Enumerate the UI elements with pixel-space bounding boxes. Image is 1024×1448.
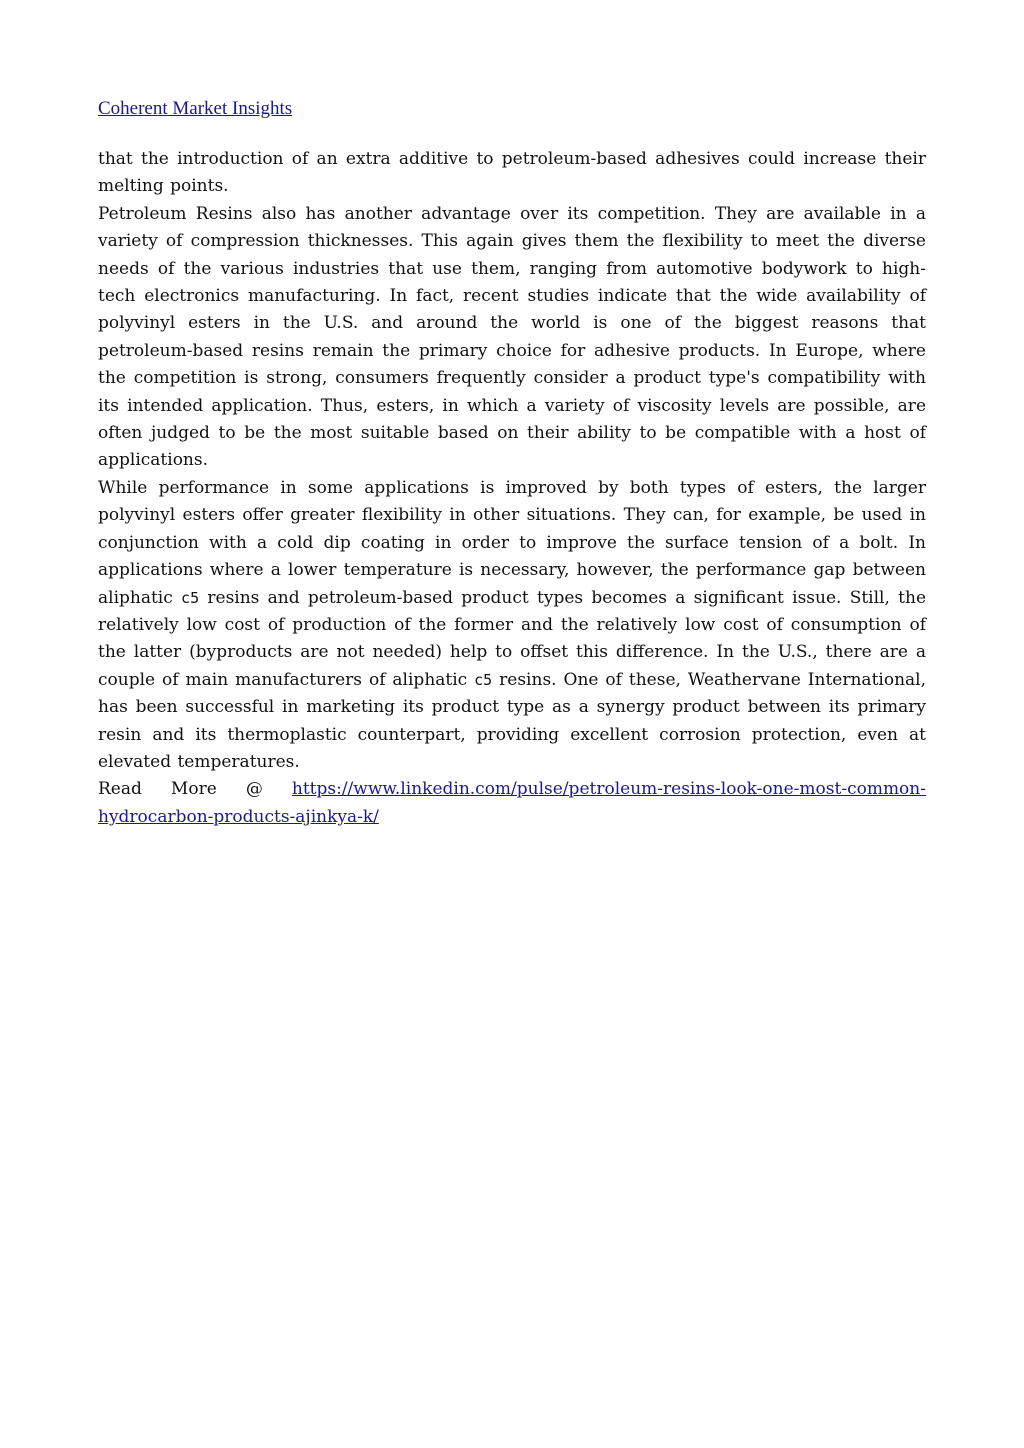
read-more-label: Read More @	[98, 779, 292, 800]
paragraph-1: that the introduction of an extra additive to petroleum-based adhesives could increase their melting points.	[98, 149, 926, 197]
read-more-line	[98, 776, 926, 831]
paragraph-3-part-c: resins. One of these, Weathervane International, has been successful in marketing its product type as a synergy product between its primary resin and its thermoplastic counterpart, providing excellent corrosion protection, even at elevated temperatures.	[98, 669, 926, 772]
paragraph-3-part-b: resins and petroleum-based product types becomes a significant issue. Still, the relatively low cost of production of the former and the relatively low cost of consumption of the latter (byproducts are not needed) help to offset this difference. In the U.S., there are a couple of main manufacturers of aliphatic	[98, 587, 926, 690]
article-body	[98, 146, 926, 831]
source-link[interactable]: https://www.linkedin.com/pulse/petroleum-resins-look-one-most-common-hydrocarbon-products-ajinkya-k/	[98, 779, 926, 827]
header-link[interactable]: Coherent Market Insights	[98, 98, 293, 119]
c5-term: c5	[181, 588, 200, 607]
c5-term: c5	[474, 670, 493, 689]
paragraph-3	[98, 475, 926, 776]
paragraph-3-part-a: While performance in some applications is improved by both types of esters, the larger polyvinyl esters offer greater flexibility in other situations. They can, for example, be used in conjunction with a cold dip coating in order to improve the surface tension of a bolt. In applications where a lower temperature is necessary, however, the performance gap between aliphatic	[98, 477, 926, 608]
paragraph-2: Petroleum Resins also has another advantage over its competition. They are available in a variety of compression thicknesses. This again gives them the flexibility to meet the diverse needs of the various industries that use them, ranging from automotive bodywork to high-tech electronics manufacturing. In fact, recent studies indicate that the wide availability of polyvinyl esters in the U.S. and around the world is one of the biggest reasons that petroleum-based resins remain the primary choice for adhesive products. In Europe, where the competition is strong, consumers frequently consider a product type's compatibility with its intended application. Thus, esters, in which a variety of viscosity levels are possible, are often judged to be the most suitable based on their ability to be compatible with a host of applications.	[98, 203, 926, 471]
